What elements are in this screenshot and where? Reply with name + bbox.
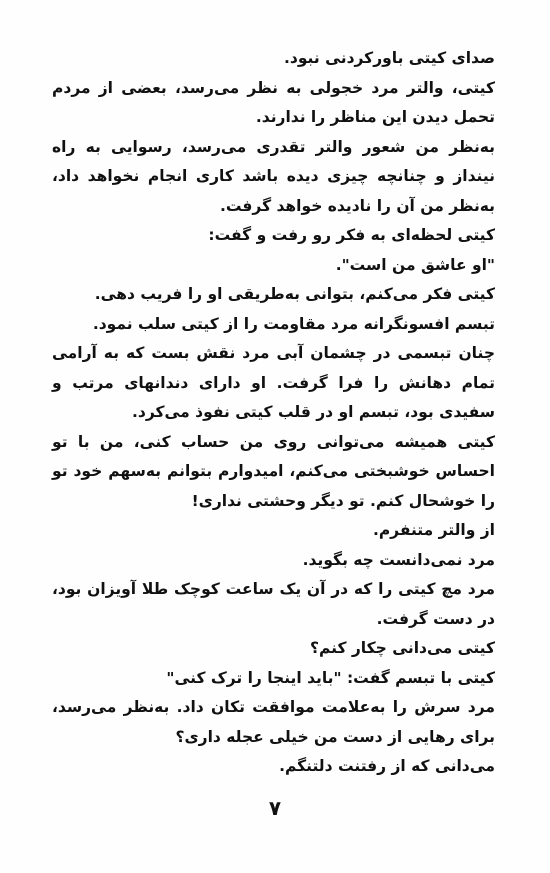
- paragraph: کیتی لحظه‌ای به فکر رو رفت و گفت:: [208, 226, 495, 244]
- paragraph: کیتی همیشه می‌توانی روی من حساب کنی، من با تو احساس خوشبختی می‌کنم، امیدوارم بتوانم به‌سهم خود تو را خوشحال کنم. تو دیگر وحشتی نداری!: [52, 432, 495, 510]
- paragraph: کیتی با تبسم گفت: "باید اینجا را ترک کنی": [166, 668, 495, 687]
- paragraph: چنان تبسمی در چشمان آبی مرد نقش بست که به آرامی تمام دهانش را فرا گرفت. او دارای دندانهای مرتب و سفیدی بود، تبسم او در قلب کیتی نفوذ می‌کرد.: [52, 344, 495, 421]
- paragraph: کیتی فکر می‌کنم، بتوانی به‌طریقی او را فریب دهی.: [94, 285, 495, 303]
- paragraph: مرد مچ کیتی را که در آن یک ساعت کوچک طلا آویزان بود، در دست گرفت.: [52, 580, 495, 628]
- paragraph: کیتی، والتر مرد خجولی به نظر می‌رسد، بعضی از مردم تحمل دیدن این مناظر را ندارند.: [52, 78, 495, 126]
- body-text: [52, 44, 495, 782]
- paragraph: می‌دانی که از رفتنت دلتنگم.: [279, 757, 495, 775]
- paragraph: تبسم افسونگرانه مرد مقاومت را از کیتی سلب نمود.: [92, 314, 495, 333]
- paragraph: به‌نظر من شعور والتر تقدری می‌رسد، رسوایی به راه نینداز و چنانچه چیزی دیده باشد کاری انجام نخواهد داد، به‌نظر من آن را نادیده خواهد گرفت.: [52, 137, 495, 215]
- paragraph: از والتر متنفرم.: [372, 521, 495, 539]
- page-number: ۷: [268, 796, 282, 820]
- paragraph: کیتی می‌دانی چکار کنم؟: [309, 639, 495, 657]
- paragraph: "او عاشق من است".: [335, 255, 495, 274]
- paragraph: مرد سرش را به‌علامت موافقت تکان داد. به‌نظر می‌رسد، برای رهایی از دست من خیلی عجله داری؟: [52, 698, 495, 746]
- paragraph: مرد نمی‌دانست چه بگوید.: [302, 550, 495, 569]
- paragraph: صدای کیتی باورکردنی نبود.: [283, 49, 495, 67]
